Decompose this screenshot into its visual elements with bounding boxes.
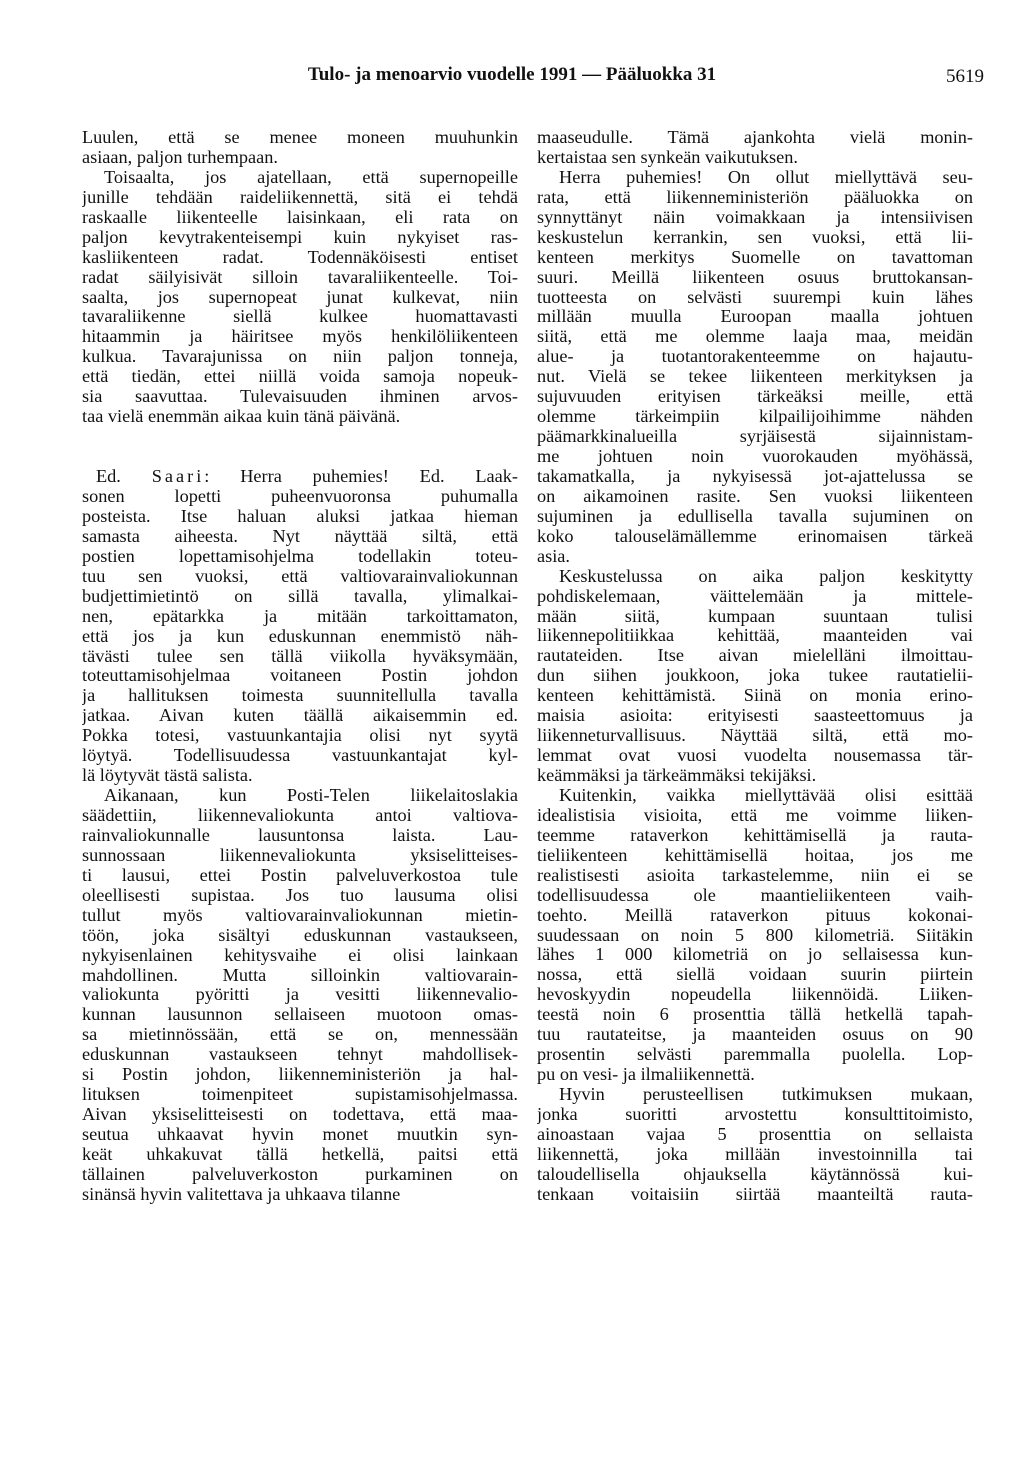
text-line: kenteen merkitys Suomelle on tavattoman bbox=[537, 247, 973, 267]
text-line: rautateiden. Itse aivan mielelläni ilmoittau- bbox=[537, 646, 973, 666]
paragraph bbox=[537, 128, 973, 168]
text-line: millään muulla Euroopan maalla johtuen bbox=[537, 307, 973, 327]
paragraph bbox=[82, 487, 518, 786]
text-line: sunnossaan liikennevaliokunta yksiselitteises- bbox=[82, 845, 518, 865]
speaker-prefix: Ed. bbox=[96, 467, 152, 487]
paragraph bbox=[82, 128, 518, 168]
text-line: sujuminen ja edullisella tavalla sujuminen on bbox=[537, 506, 973, 526]
text-line: postien lopettamisohjelma todellakin toteu- bbox=[82, 546, 518, 566]
page-header bbox=[0, 64, 1024, 94]
page-number: 5619 bbox=[946, 66, 984, 87]
text-line: tullut myös valtiovarainvaliokunnan mietin- bbox=[82, 905, 518, 925]
text-line: teestä noin 6 prosenttia tällä hetkellä tapah- bbox=[537, 1005, 973, 1025]
paragraph bbox=[537, 168, 973, 567]
text-line: toteuttamisohjelmaa voitaneen Postin johdon bbox=[82, 666, 518, 686]
text-line: Kuitenkin, vaikka miellyttävää olisi esittää bbox=[559, 785, 973, 805]
text-line: keskustelun kerrankin, sen vuoksi, että lii- bbox=[537, 227, 973, 247]
text-line: tävästi tulee sen tällä viikolla hyväksymään, bbox=[82, 646, 518, 666]
text-line: kenteen kehittämistä. Siinä on monia erino- bbox=[537, 686, 973, 706]
text-line: paljon kevytrakenteisempi kuin nykyiset ras- bbox=[82, 227, 518, 247]
text-line: tieliikenteen kehittämisellä hoitaa, jos me bbox=[537, 845, 973, 865]
right-column bbox=[537, 128, 973, 1205]
text-line: samasta aiheesta. Nyt näyttää siltä, että bbox=[82, 526, 518, 546]
text-line: todellisuudessa ole maantieliikenteen vaih- bbox=[537, 885, 973, 905]
paragraph bbox=[537, 1085, 973, 1205]
text-line: rainvaliokunnalle lausuntonsa laista. Lau- bbox=[82, 825, 518, 845]
text-line: me johtuen noin vuorokauden myöhässä, bbox=[537, 447, 973, 466]
text-line: dun siihen joukkoon, joka tukee rautatielii- bbox=[537, 666, 973, 686]
text-line: Aivan yksiselitteisesti on todettava, että maa- bbox=[82, 1105, 518, 1125]
text-line: takamatkalla, ja nykyisessä jot-ajattelussa se bbox=[537, 466, 973, 486]
text-line: rata, että liikenneministeriön pääluokka on bbox=[537, 187, 973, 207]
text-line: tuu sen vuoksi, että valtiovarainvaliokunnan bbox=[82, 566, 518, 586]
text-line: lä löytyvät tästä salista. bbox=[82, 766, 253, 786]
text-line: kulkua. Tavarajunissa on niin paljon tonneja, bbox=[82, 347, 518, 367]
speaker-line bbox=[82, 467, 518, 487]
text-line: hevoskyydin nopeudella liikennöidä. Liiken- bbox=[537, 985, 973, 1005]
speaker-line-rest: : Herra puhemies! Ed. Laak- bbox=[204, 467, 518, 487]
text-line: idealistisia visioita, että me voimme liiken- bbox=[537, 805, 973, 825]
text-line: nykyisenlainen kehitysvaihe ei olisi lainkaan bbox=[82, 945, 518, 965]
paragraph bbox=[537, 567, 973, 786]
text-line: radat säilyisivät silloin tavaraliikenteelle. Toi- bbox=[82, 267, 518, 287]
text-line: suudessaan on noin 5 800 kilometriä. Siitäkin bbox=[537, 925, 973, 945]
text-line: kasliikenteen radat. Todennäköisesti entiset bbox=[82, 247, 518, 267]
text-line: kunnan lausunnon sellaiseen muotoon omas- bbox=[82, 1005, 518, 1025]
text-line: nossa, että siellä voidaan suurin piirtein bbox=[537, 965, 973, 985]
text-line: löytyä. Todellisuudessa vastuunkantajat kyl- bbox=[82, 746, 518, 766]
text-line: että tiedän, ettei niillä voida samoja nopeuk- bbox=[82, 367, 518, 387]
paragraph-gap bbox=[82, 427, 518, 467]
paragraph bbox=[537, 786, 973, 1085]
text-line: sujuvuuden erityisen tärkeäksi meille, että bbox=[537, 387, 973, 407]
text-line: budjettimietintö on sillä tavalla, ylimalkai- bbox=[82, 586, 518, 606]
text-line: asiaan, paljon turhempaan. bbox=[82, 147, 278, 167]
text-line: Pokka totesi, vastuunkantajia olisi nyt syytä bbox=[82, 726, 518, 746]
text-line: seutua uhkaavat hyvin monet muutkin syn- bbox=[82, 1125, 518, 1144]
text-line: realistisesti asioita tarkastelemme, niin ei se bbox=[537, 865, 973, 885]
text-line: nut. Vielä se tekee liikenteen merkityksen ja bbox=[537, 367, 973, 387]
running-header-title: Tulo- ja menoarvio vuodelle 1991 — Pääluokka 31 bbox=[307, 64, 717, 85]
text-line: taa vielä enemmän aikaa kuin tänä päivänä. bbox=[82, 407, 401, 427]
text-line: oleellisesti supistaa. Jos tuo lausuma olisi bbox=[82, 885, 518, 905]
text-line: valiokunta pyöritti ja vesitti liikennevalio- bbox=[82, 985, 518, 1005]
text-line: tavaraliikenne siellä kulkee huomattavasti bbox=[82, 307, 518, 327]
text-line: Herra puhemies! On ollut miellyttävä seu- bbox=[559, 167, 973, 187]
text-line: ja hallituksen toimesta suunnitellulla tavalla bbox=[82, 686, 518, 706]
text-line: tuotteesta on selvästi suurempi kuin lähes bbox=[537, 287, 973, 307]
text-line: että jos ja kun eduskunnan enemmistö näh- bbox=[82, 626, 518, 646]
text-line: Hyvin perusteellisen tutkimuksen mukaan, bbox=[559, 1085, 973, 1104]
text-line: jatkaa. Aivan kuten täällä aikaisemmin ed. bbox=[82, 706, 518, 726]
text-line: Toisaalta, jos ajatellaan, että supernopeille bbox=[104, 167, 518, 187]
text-line: jonka suoritti arvostettu konsulttitoimisto, bbox=[537, 1104, 973, 1124]
text-line: tuu rautateitse, ja maanteiden osuus on 90 bbox=[537, 1025, 973, 1045]
text-line: sinänsä hyvin valitettava ja uhkaava tilanne bbox=[82, 1184, 401, 1204]
text-line: mään siitä, kumpaan suuntaan tulisi bbox=[537, 606, 973, 626]
text-line: lemmat ovat vuosi vuodelta nousemassa tär- bbox=[537, 746, 973, 766]
text-line: teemme rataverkon kehittämisellä ja rauta- bbox=[537, 825, 973, 845]
text-line: keät uhkakuvat tällä hetkellä, paitsi että bbox=[82, 1144, 518, 1164]
text-line: keämmäksi ja tärkeämmäksi tekijäksi. bbox=[537, 766, 817, 785]
text-line: tenkaan voitaisiin siirtää maanteiltä rauta- bbox=[537, 1184, 973, 1204]
text-line: prosentin selvästi paremmalla puolella. Lop- bbox=[537, 1045, 973, 1065]
text-line: kertaistaa sen synkeän vaikutuksen. bbox=[537, 147, 798, 167]
text-line: pu on vesi- ja ilmaliikennettä. bbox=[537, 1065, 755, 1085]
text-line: ti lausui, ettei Postin palveluverkostoa tule bbox=[82, 865, 518, 885]
text-line: raskaalle liikenteelle laisinkaan, eli rata on bbox=[82, 207, 518, 227]
text-line: Keskustelussa on aika paljon keskitytty bbox=[559, 566, 973, 586]
text-line: töön, joka sisältyi eduskunnan vastaukseen, bbox=[82, 925, 518, 945]
text-line: Luulen, että se menee moneen muuhunkin bbox=[82, 128, 518, 147]
text-line: Aikanaan, kun Posti-Telen liikelaitoslakia bbox=[104, 786, 518, 806]
text-line: toehto. Meillä rataverkon pituus kokonai- bbox=[537, 905, 973, 925]
text-line: sia saavuttaa. Tulevaisuuden ihminen arvos- bbox=[82, 387, 518, 407]
text-line: saalta, jos supernopeat junat kulkevat, niin bbox=[82, 287, 518, 307]
text-line: maaseudulle. Tämä ajankohta vielä monin- bbox=[537, 128, 973, 147]
text-line: lähes 1 000 kilometriä on jo sellaisessa kun- bbox=[537, 945, 973, 965]
text-line: posteista. Itse haluan aluksi jatkaa hieman bbox=[82, 506, 518, 526]
text-line: junille tehdään raideliikennettä, sitä ei tehdä bbox=[82, 187, 518, 207]
paragraph bbox=[82, 168, 518, 427]
text-line: suuri. Meillä liikenteen osuus bruttokansan- bbox=[537, 267, 973, 287]
text-line: säädettiin, liikennevaliokunta antoi valtiova- bbox=[82, 806, 518, 825]
text-line: alue- ja tuotantorakenteemme on hajautu- bbox=[537, 347, 973, 367]
text-line: lituksen toimenpiteet supistamisohjelmassa. bbox=[82, 1085, 518, 1105]
text-line: sa mietinnössään, että se on, mennessään bbox=[82, 1025, 518, 1045]
text-line: mahdollinen. Mutta silloinkin valtiovarain- bbox=[82, 965, 518, 985]
text-line: tällainen palveluverkoston purkaminen on bbox=[82, 1164, 518, 1184]
speaker-name: Saari bbox=[151, 467, 205, 487]
text-line: synnyttänyt näin voimakkaan ja intensiivisen bbox=[537, 207, 973, 227]
text-line: liikenneturvallisuus. Näyttää siltä, että mo- bbox=[537, 726, 973, 746]
text-line: ainoastaan vajaa 5 prosenttia on sellaista bbox=[537, 1124, 973, 1144]
text-line: maisia asioita: erityisesti saasteettomuus ja bbox=[537, 706, 973, 726]
text-line: koko talouselämällemme erinomaisen tärkeä bbox=[537, 526, 973, 546]
left-column bbox=[82, 128, 518, 1205]
text-line: taloudellisella ohjauksella käytännössä kui- bbox=[537, 1164, 973, 1184]
text-line: liikennepolitiikkaa kehittää, maanteiden vai bbox=[537, 626, 973, 646]
text-line: päämarkkinalueilla syrjäisestä sijainnistam- bbox=[537, 427, 973, 447]
text-line: hitaammin ja häiritsee myös henkilöliikenteen bbox=[82, 327, 518, 347]
paragraph bbox=[82, 786, 518, 1205]
text-line: si Postin johdon, liikenneministeriön ja hal- bbox=[82, 1065, 518, 1085]
text-line: liikennettä, joka millään investoinnilla tai bbox=[537, 1144, 973, 1164]
text-line: asia. bbox=[537, 546, 570, 566]
text-line: eduskunnan vastaukseen tehnyt mahdollisek- bbox=[82, 1045, 518, 1065]
text-line: olemme tärkeimpiin kilpailijoihimme nähden bbox=[537, 407, 973, 427]
text-line: pohdiskelemaan, väittelemään ja mittele- bbox=[537, 586, 973, 606]
text-line: on aikamoinen rasite. Sen vuoksi liikenteen bbox=[537, 486, 973, 506]
text-line: sonen lopetti puheenvuoronsa puhumalla bbox=[82, 487, 518, 506]
text-line: siitä, että me olemme laaja maa, meidän bbox=[537, 327, 973, 347]
text-line: nen, epätarkka ja mitään tarkoittamaton, bbox=[82, 606, 518, 626]
